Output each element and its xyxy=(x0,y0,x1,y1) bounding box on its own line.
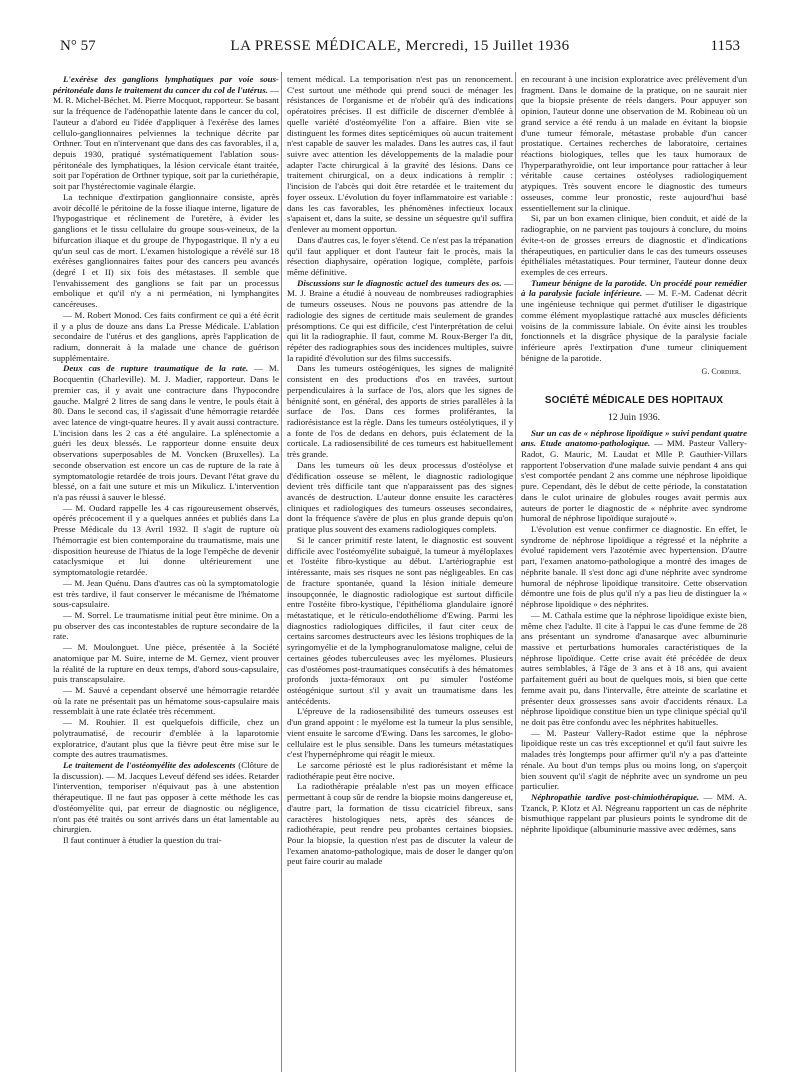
paragraph-text: — M. Rouhier. Il est quelquefois difficile, chez un polytraumatisé, de recourir d'emblée à la laparotomie exploratrice, d'autant plus que la fièvre peut être mise sur le compte des autres traumatismes. xyxy=(53,717,279,760)
paragraph xyxy=(53,685,279,717)
paragraph xyxy=(521,278,747,364)
paragraph-text: Il faut continuer à étudier la question du trai- xyxy=(63,835,222,846)
paragraph xyxy=(53,610,279,642)
paragraph-text: Si, par un bon examen clinique, bien conduit, et aidé de la radiographie, on ne parvient pas toujours à conclure, du moins évite-t-on de grosses erreurs de diagnostic et d'indications thérapeutiques, en particulier dans le cas des tumeurs osseuses épithéliales métastatiques. Pour terminer, l'auteur donne deux exemples de ces erreurs. xyxy=(521,213,747,277)
page-number: 1153 xyxy=(710,38,740,54)
paragraph xyxy=(521,610,747,728)
section-title: SOCIÉTÉ MÉDICALE DES HOPITAUX xyxy=(544,395,724,407)
paragraph-text: — M. Cathala estime que la néphrose lipoïdique existe bien, même chez l'adulte. Il cite à l'appui le cas d'une femme de 28 ans présentant un syndrome d'anasarque avec albuminurie massive et perturbations humorales caractéristiques de la néphrose lipoïdique. Cette crise avait été précédée de deux autres semblables, à l'âge de 3 ans et à 18 ans, qui avaient parfaitement guéri au bout de quelques mois, si bien que cette femme avait pu, dans l'intervalle, être atteinte de scarlatine et présenter deux grossesses sans avoir d'accidents rénaux. La néphrose lipoïdique constitue bien un type clinique spécial qu'il ne doit pas être confondu avec les néphrites habituelles. xyxy=(521,609,747,727)
section-date: 12 Juin 1936. xyxy=(608,411,660,423)
paragraph xyxy=(53,310,279,364)
paragraph-text: Si le cancer primitif reste latent, le diagnostic est souvent difficile avec l'ostéomyélite subaiguë, la tumeur à myéloplaxes et l'ostéite fibro-kystique au début. L'artériographie est intéressante, mais ses risques ne sont pas négligeables. En cas de fracture spontanée, quand la lésion initiale demeure insoupçonnée, le diagnostic radiologique est surtout difficile entre l'ostéite fibro-kystique, l'épithélioma glandulaire ignoré métastatique, et le réticulo-endothéliome d'Ewing. Parmi les diagnostics radiologiques difficiles, il faut citer ceux de certains sarcomes destructeurs avec les lésions trophiques de la syringomyélie et de la lymphogranulomatose maligne, celui de certaines géodes tuberculeuses avec les myélomes. Plusieurs cas d'ostéomes post-traumatiques consécutifs à des hématomes profonds juxta-fémoraux ont pu simuler l'ostéome ostéogénique surtout s'il y avait un traumatisme dans les antécédents. xyxy=(287,534,513,706)
column-right xyxy=(521,74,747,1074)
paragraph xyxy=(287,363,513,459)
paragraph xyxy=(287,706,513,760)
paragraph xyxy=(287,460,513,535)
paragraph xyxy=(53,192,279,310)
paragraph xyxy=(521,792,747,835)
paragraph-text: — M. Sauvé a cependant observé une hémorragie retardée où la rate ne présentait pas un hématome sous-capsulaire mais ressemblait à une rate éclatée très récemment. xyxy=(53,684,279,717)
paragraph-text: — M. Oudard rappelle les 4 cas rigoureusement observés, opérés précocement il y a quelques années et publiés dans La Presse Médicale du 13 Avril 1932. Il s'agit de rupture où l'hémorragie est bien contemporaine du traumatisme, mais une disposition heureuse de l'hiatus de la loge l'empêche de devenir cataclysmique et lui donne ultérieurement une symptomatologie retardée. xyxy=(53,502,279,578)
paragraph xyxy=(53,642,279,685)
paragraph-heading: Sur un cas de « néphrose lipoïdique » suivi pendant quatre ans. Etude anatomo-pathologique. xyxy=(521,427,747,449)
paragraph-text: — M. Moulonguet. Une pièce, présentée à la Société anatomique par M. Suire, interne de M. Gernez, vient prouver la réalité de la rupture en deux temps, d'abord sous-capsulaire, puis transcapsulaire. xyxy=(53,642,279,685)
paragraph xyxy=(53,503,279,578)
column-middle xyxy=(287,74,513,1074)
paragraph xyxy=(521,428,747,524)
paragraph-text: — M. J. Braine a étudié à nouveau de nombreuses radiographies de tumeurs osseuses. Nous ne pouvons pas attendre de la radiologie des signes de certitude mais seulement de grandes présomptions. Ce qui est difficile, c'est l'interprétation de celui qui lit la radiographie. Il faut, comme M. Roux-Berger l'a dit, répéter des radiographies sous des incidences multiples, suivre la rapidité d'évolution sur des films successifs. xyxy=(287,277,513,363)
author-signature: G. Cordier. xyxy=(701,367,741,377)
paragraph-text: — M. Sorrel. Le traumatisme initial peut être minime. On a pu observer des cas incontestables de rupture secondaire de la rate. xyxy=(53,609,279,642)
paragraph xyxy=(521,728,747,792)
paragraph-text: tement médical. La temporisation n'est pas un renoncement. C'est surtout une méthode qui prend souci de ménager les résistances de l'organisme et de n'obéir qu'à des indications opératoires précises. Il est difficile de discerner d'emblée à quelle variété d'ostéomyélite l'on a affaire. Bien vite se distinguent les formes dites septicémiques où aucun traitement n'est capable de sauver les malades. Dans les autres cas, il faut suivre avec attention les développements de la maladie pour adapter l'acte chirurgical à la gravité des lésions. Dans ce traitement chirurgical, on a deux indications à remplir : l'incision de l'abcès qui doit être retardée et le traitement du foyer osseux. L'évolution du foyer inflammatoire est variable : dans les cas favorables, les phénomènes infectieux locaux s'apaisent et, dans la suite, se dessine un séquestre qu'il suffira d'enlever au moment opportun. xyxy=(287,74,513,235)
page-header xyxy=(60,38,740,62)
paragraph xyxy=(521,213,747,277)
paragraph-text: Dans les tumeurs où les deux processus d'ostéolyse et d'édification osseuse se mêlent, le diagnostic radiologique devient très difficile tant que n'apparaissent pas des signes avancés de destruction. L'auteur donne ensuite les caractères cliniques et radiologiques des tumeurs osseuses secondaires, dont la fréquence s'avère de plus en plus grande depuis qu'on pratique plus souvent des examens radiologiques complets. xyxy=(287,459,513,535)
issue-number: N° 57 xyxy=(60,38,96,54)
column-divider xyxy=(281,72,282,1072)
paragraph-heading: Deux cas de rupture traumatique de la rate. xyxy=(63,363,249,374)
paragraph-text: en recourant à une incision exploratrice avec prélèvement d'un fragment. Dans le domaine de la pratique, on ne saurait nier que la biopsie présente de réels dangers. Pour appuyer son opinion, l'auteur donne une observation de M. Robineau où un grand service a été rendu à un malade en évitant la biopsie d'une tumeur fémorale, métastase probable d'un cancer prostatique. Certaines recherches de laboratoire, certaines réactions biologiques, telles que les taux humoraux de l'hyperparathyroïdie, ont leur importance pour rattacher à leur véritable cause certaines ostéolyses radiologiquement atypiques. Très souvent encore le diagnostic des tumeurs osseuses, comme leur pronostic, reste aujourd'hui basé essentiellement sur la clinique. xyxy=(521,74,747,213)
paragraph-text: L'épreuve de la radiosensibilité des tumeurs osseuses est d'un grand appoint : le myélome est la tumeur la plus sensible, vient ensuite le sarcome d'Ewing. Dans les sarcomes, le globo-cellulaire est le plus sensible. Dans les tumeurs métastatiques c'est l'hypernéphrome qui réagit le mieux. xyxy=(287,706,513,760)
journal-title: LA PRESSE MÉDICALE, Mercredi, 15 Juillet 1936 xyxy=(230,38,570,54)
paragraph xyxy=(287,74,513,235)
column-right-part-a xyxy=(521,74,747,363)
column-right-part-b xyxy=(521,428,747,835)
paragraph xyxy=(53,717,279,760)
paragraph xyxy=(53,760,279,835)
paragraph-text: — M. Jean Quénu. Dans d'autres cas où la symptomatologie est très tardive, il faut conserver le mécanisme de l'hématome sous-capsulaire. xyxy=(53,577,279,610)
paragraph-text: Dans les tumeurs ostéogéniques, les signes de malignité consistent en des productions d'os en travées, surtout perpendiculaires à la surface de l'os, alors que les signes de bénignité sont, en général, des apports de stries parallèles à la surface de l'os. Dans ces formes proliférantes, la radiorésistance est la règle. Dans les tumeurs ostéolytiques, il y a fonte de l'os de dedans en dehors, puis éclatement de la corticale. La radiosensibilité de ces tumeurs est habituellement très grande. xyxy=(287,363,513,460)
paragraph xyxy=(287,781,513,867)
paragraph-text: — M. R. Michel-Béchet. M. Pierre Mocquot, rapporteur. Se basant sur la fréquence de l'adénopathie latente dans le cancer du col, l'auteur a d'abord eu l'idée d'appliquer à l'exérèse des lames cellulo-ganglionnaires pelviennes la technique décrite par Orthner. Tout en n'intervenant que dans des cas favorables, il a, depuis 1930, pratiqué systématiquement l'ablation sous-péritonéale des lymphatiques, la lésion cervicale étant traitée, soit par l'opération de Orthner typique, soit par la curiethérapie, soit par l'hystérectomie vaginale élargie. xyxy=(53,84,279,192)
paragraph xyxy=(287,760,513,781)
paragraph-text: L'évolution est venue confirmer ce diagnostic. En effet, le syndrome de néphrose lipoïdique a régressé et la néphrite a évolué rapidement vers l'azotémie avec hypertension. D'autre part, l'examen anatomo-pathologique a montré des images de néphrite banale. Il s'est donc agi d'une néphrite avec syndrome humoral de néphrose lipoïdique transitoire. Cette observation démontre une fois de plus qu'il n'y a pas lieu de distinguer la « néphrose lipoïdique » des néphrites. xyxy=(521,524,747,610)
paragraph-heading: Néphropathie tardive post-chimiothérapique. xyxy=(531,792,700,802)
column-left xyxy=(53,74,279,1074)
paragraph xyxy=(521,524,747,610)
paragraph-text: — M. F.-M. Cadenat décrit une ingénieuse technique qui permet d'utiliser le digastrique comme élément myoplastique rattaché aux muscles déficients voisins de la commissure labiale. On évite ainsi les troubles fonctionnels et la disgrâce physique de la paralysie faciale inférieure après l'extirpation d'une tumeur cliniquement bénigne de la parotide. xyxy=(521,288,747,363)
paragraph xyxy=(53,578,279,610)
paragraph-text: — MM. Pasteur Vallery-Radot, G. Mauric, M. Laudat et Mlle P. Gauthier-Villars rapportent l'observation d'une malade suivie pendant 4 ans qui s'est comportée pendant 2 ans comme une néphrose lipoïdique pure. Cependant, dès le début de cette période, la constatation dans le culot urinaire de globules rouges avait permis aux auteurs de porter le diagnostic de « néphrite avec syndrome humoral de néphrose lipoïdique surajouté ». xyxy=(521,438,747,524)
paragraph-text: Dans d'autres cas, le foyer s'étend. Ce n'est pas la trépanation qu'il faut appliquer et dont l'auteur fait le procès, mais la résection diaphysaire, opération logique, complète, parfois même définitive. xyxy=(287,234,513,277)
paragraph-heading: Discussions sur le diagnostic actuel des tumeurs des os. xyxy=(297,277,502,288)
paragraph-text: La radiothérapie préalable n'est pas un moyen efficace permettant à coup sûr de rendre la biopsie moins dangereuse et, d'autre part, la formation de tissu cicatriciel fibreux, sans caractères histologiques nets, après des séances de radiothérapie, peut rendre peu probantes certaines biopsies. Pour la biopsie, la question n'est pas de discuter la valeur de l'examen anatomo-pathologique, mais de doser le danger qu'on peut faire courir au malade xyxy=(287,781,513,867)
paragraph xyxy=(521,74,747,213)
paragraph xyxy=(53,835,279,846)
column-divider xyxy=(515,72,516,1072)
paragraph xyxy=(53,74,279,192)
paragraph-text: Le sarcome périosté est le plus radiorésistant et même la radiothérapie peut être nocive. xyxy=(287,760,513,781)
paragraph-text: La technique d'extirpation ganglionnaire consiste, après avoir décollé le péritoine de la fosse iliaque interne, ligature de l'hypogastrique et réclinement de l'uretère, à évider les ganglions et le tissu cellulaire du groupe sous-veineux, de la bifurcation iliaque et du groupe de l'hypogastrique. Il n'y a eu qu'un seul cas de mort. L'examen histologique a révélé sur 18 exérèses ganglionnaires faites pour des cancers peu avancés (degré I et II) six fois des métastases. Il semble que l'envahissement des ganglions se fait par un processus embolique et qu'il n'y a ni perméation, ni lymphangites cancéreuses. xyxy=(53,191,279,310)
paragraph-text: — M. Bocquentin (Charleville). M. J. Madier, rapporteur. Dans le premier cas, il y avait une contracture dans l'hypocondre gauche. Malgré 2 litres de sang dans le ventre, le pouls était à 80. Dans le second cas, il s'agissait d'une hémorragie retardée avec latence de vingt-quatre heures. Il y avait aussi contracture. L'incision dans les 2 cas a été angulaire. La splénectomie a guéri les deux blessés. Le rapporteur donne ensuite deux observations superposables de M. Voncken (Bruxelles). La seconde observation est encore un cas de rupture de la rate à symptomatologie retardée de trois jours. Devant l'état grave du blessé, on a fait une suture et mis un Mikulicz. L'intervention n'a pas réussi à sauver le blessé. xyxy=(53,363,279,503)
paragraph xyxy=(287,535,513,707)
paragraph-text: — M. Pasteur Vallery-Radot estime que la néphrose lipoïdique reste un cas très exceptionnel et qu'il faut suivre les malades très longtemps pour affirmer qu'il n'y a pas d'atteinte rénale. Au bout d'un temps plus ou moins long, on s'aperçoit bien souvent qu'il s'agit de néphrite avec un syndrome un peu particulier. xyxy=(521,727,747,792)
paragraph-heading: L'exérèse des ganglions lymphatiques par voie sous-péritonéale dans le traitement du cancer du col de l'utérus. xyxy=(53,74,279,95)
paragraph-text: — M. Robert Monod. Ces faits confirment ce qui a été écrit il y a plus de douze ans dans La Presse Médicale. L'ablation secondaire de l'utérus et des ganglions, après l'application de radium, donnerait à la malade une chance de guérison supplémentaire. xyxy=(53,309,279,363)
paragraph xyxy=(53,363,279,502)
paragraph-heading: Tumeur bénigne de la parotide. Un procédé pour remédier à la paralysie faciale inférieure. xyxy=(521,277,747,299)
paragraph xyxy=(287,235,513,278)
paragraph-text: — MM. A. Tzanck, P. Klotz et Al. Négreanu rapportent un cas de néphrite bismuthique rappelant par plusieurs points le syndrome dit de néphrite lipoïdique (albuminurie massive avec œdèmes, sans xyxy=(521,792,747,835)
paragraph-heading: Le traitement de l'ostéomyélite des adolescents xyxy=(63,760,236,770)
paragraph-text: (Clôture de la discussion). — M. Jacques Leveuf défend ses idées. Retarder l'intervention, temporiser n'équivaut pas à une abstention thérapeutique. Il ne faut pas opposer à cette méthode les cas d'ostéomyélite qui, par erreur de diagnostic ou négligence, n'ont pas été traités ou sont arrivés dans un état lamentable au chirurgien. xyxy=(53,760,279,835)
paragraph xyxy=(287,278,513,364)
